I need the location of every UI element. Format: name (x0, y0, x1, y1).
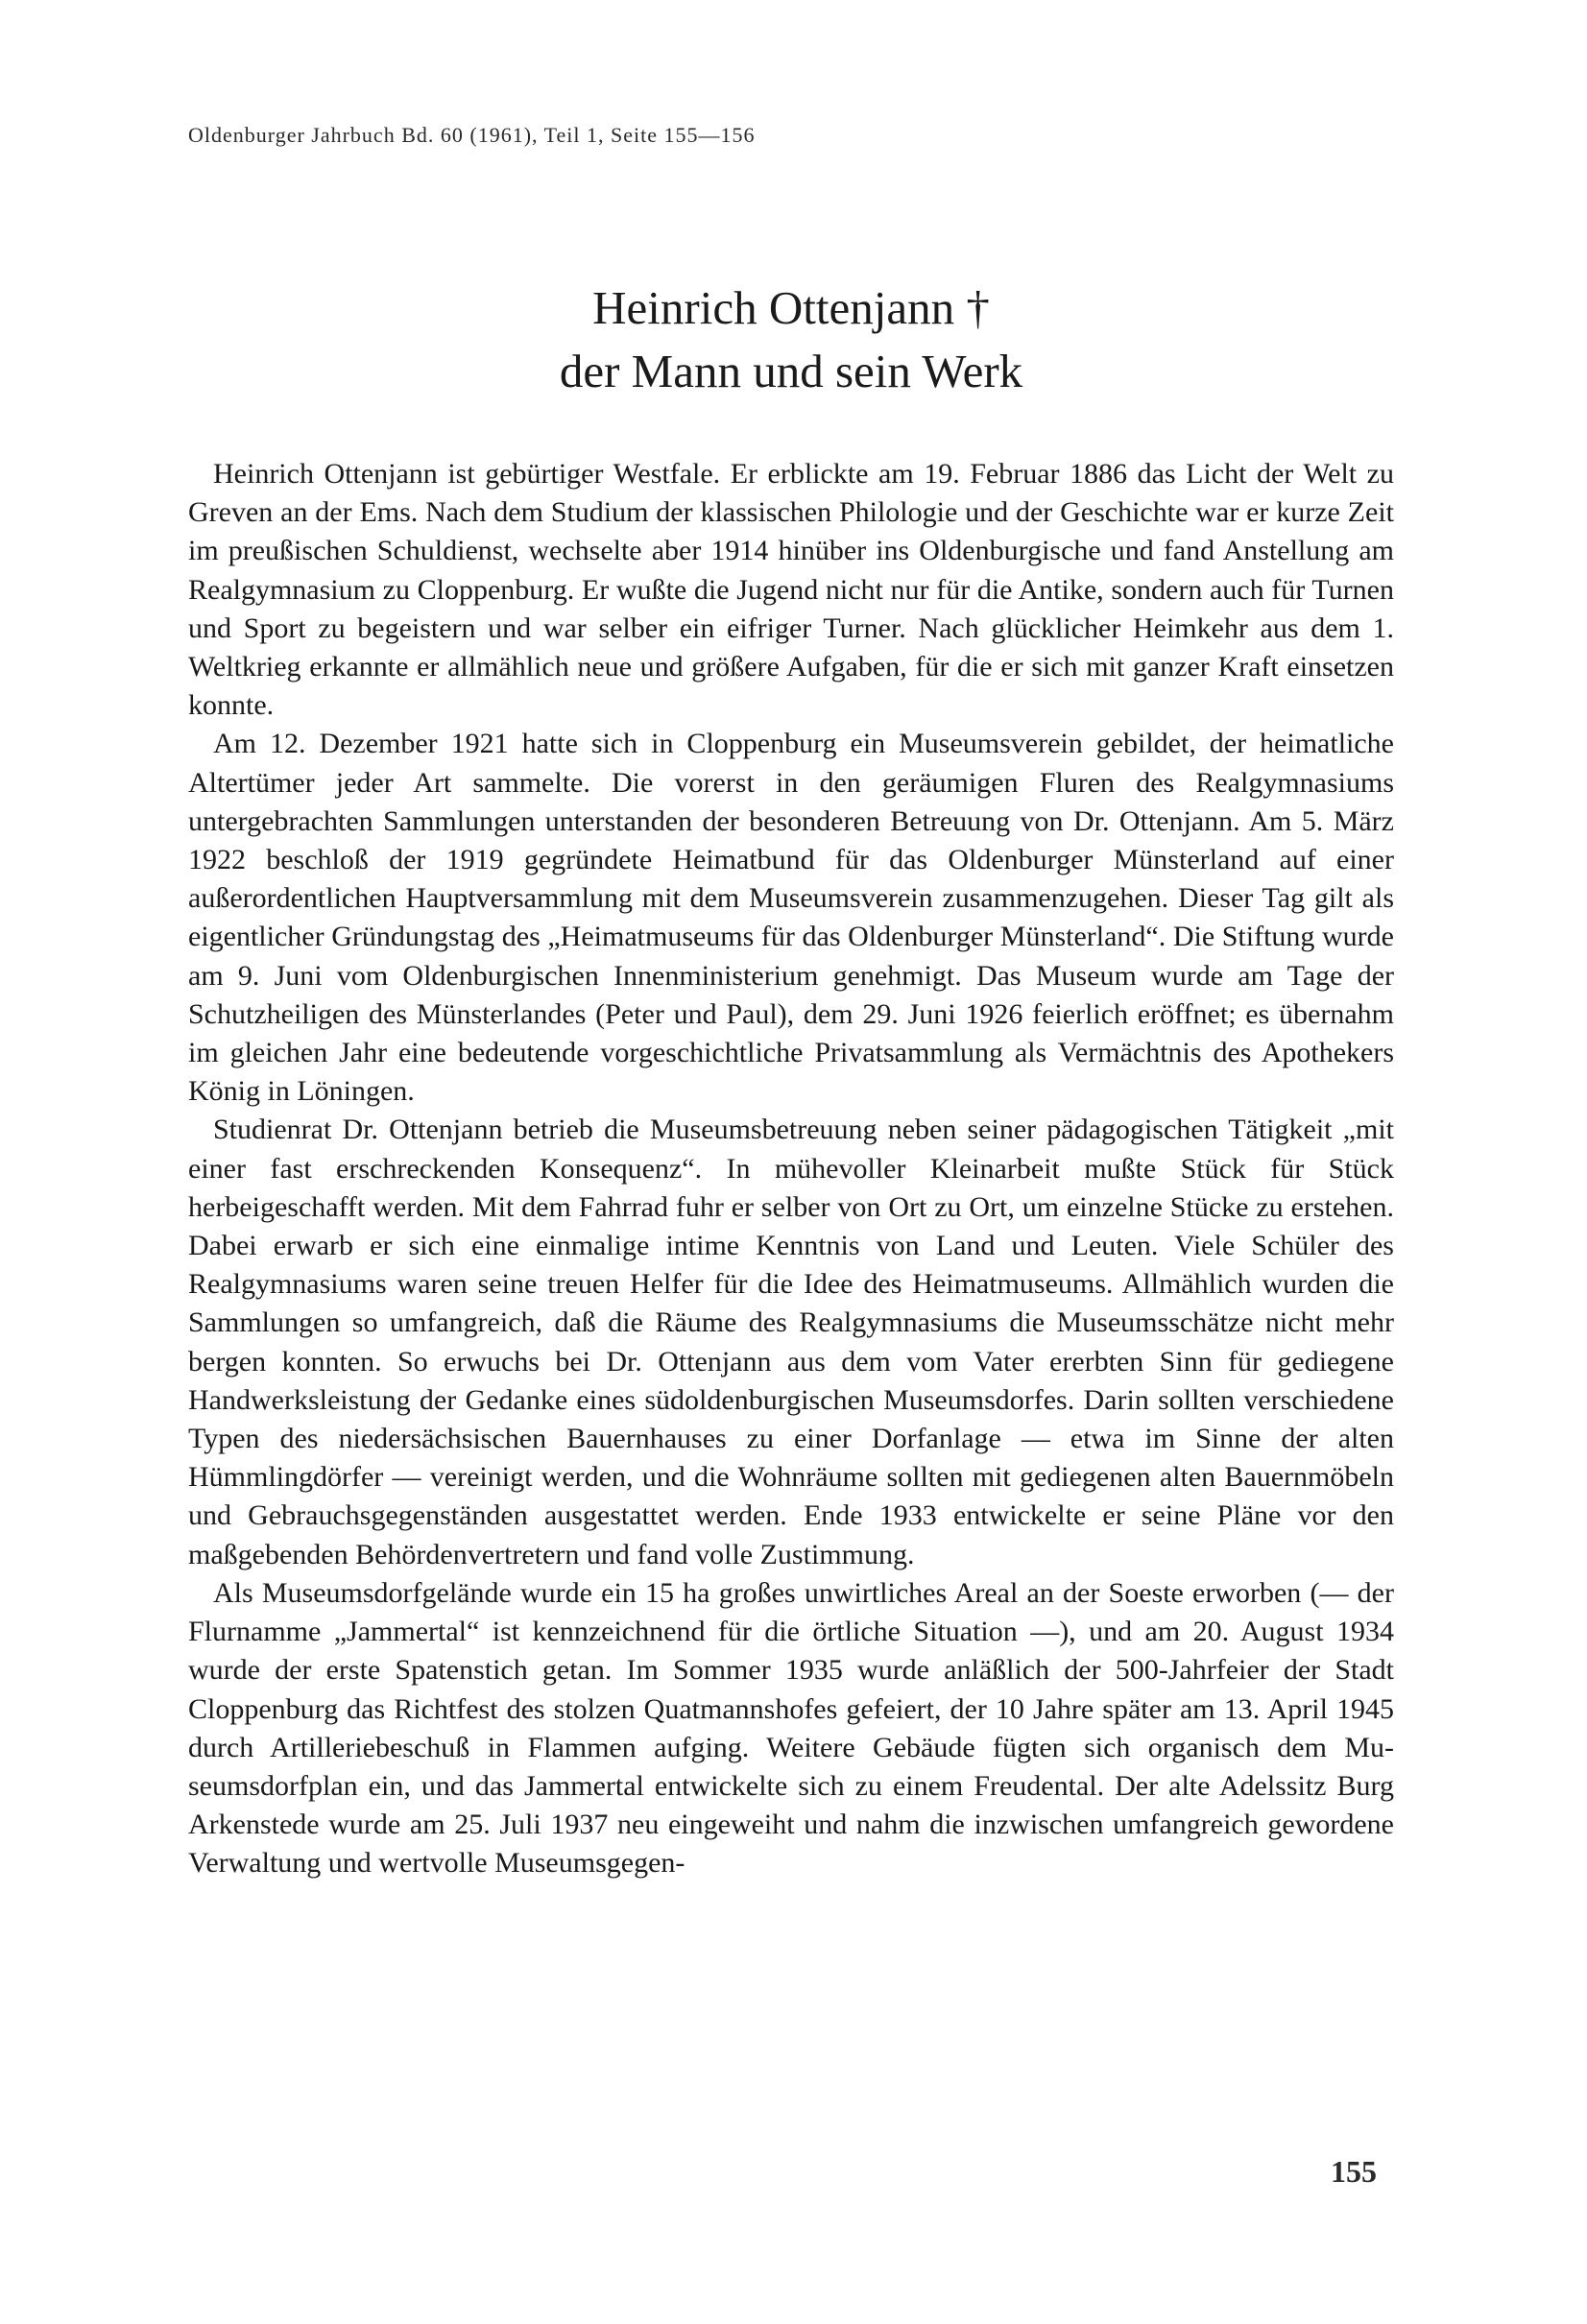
article-title (188, 276, 1394, 403)
paragraph-1: Heinrich Ottenjann ist gebürtiger Westfale. Er erblickte am 19. Februar 1886 das Licht der Welt zu Greven an der Ems. Nach dem Studium der klassischen Philologie und der Geschichte war er kurze Zeit im preußischen Schuldienst, wechselte aber 1914 hinüber ins Oldenburgische und fand Anstellung am Realgymnasium zu Cloppenburg. Er wußte die Jugend nicht nur für die Antike, sondern auch für Turnen und Sport zu begeistern und war selber ein eifriger Turner. Nach glücklicher Heimkehr aus dem 1. Weltkrieg erkannte er allmählich neue und größere Aufgaben, für die er sich mit ganzer Kraft einsetzen konnte. (188, 458, 1394, 722)
title-line-1: Heinrich Ottenjann † (592, 281, 990, 334)
paragraph-3: Studienrat Dr. Ottenjann betrieb die Museumsbetreuung neben seiner pädagogischen Tätigkeit „mit einer fast erschreckenden Konsequenz“. In mühevoller Kleinarbeit mußte Stück für Stück herbeigeschafft werden. Mit dem Fahrrad fuhr er selber von Ort zu Ort, um einzelne Stücke zu erstehen. Dabei erwarb er sich eine einmalige intime Kenntnis von Land und Leuten. Viele Schüler des Realgymnasiums waren seine treuen Helfer für die Idee des Heimatmuseums. Allmählich wurden die Sammlungen so umfangreich, daß die Räume des Realgymnasiums die Museumsschätze nicht mehr bergen konnten. So erwuchs bei Dr. Ottenjann aus dem vom Vater ererbten Sinn für gediegene Handwerksleistung der Gedanke eines südoldenburgischen Museumsdorfes. Darin sollten verschiedene Typen des niedersächsischen Bauernhauses zu einer Dorfanlage — etwa im Sinne der alten Hümmlingdörfer — vereinigt werden, und die Wohnräume sollten mit gediegenen alten Bauernmöbeln und Gebrauchsgegenständen ausgestattet werden. Ende 1933 entwickelte er seine Pläne vor den maßgebenden Behördenvertretern und fand volle Zustimmung. (188, 1114, 1394, 1570)
page-number: 155 (1331, 2154, 1377, 2189)
running-header: Oldenburger Jahrbuch Bd. 60 (1961), Teil 1, Seite 155—156 (188, 123, 756, 147)
paragraph-2: Am 12. Dezember 1921 hatte sich in Cloppenburg ein Museumsverein gebildet, der heimatliche Altertümer jeder Art sammelte. Die vorerst in den geräumigen Fluren des Realgymnasiums untergebrachten Sammlungen unterstanden der besonderen Betreuung von Dr. Ottenjann. Am 5. März 1922 beschloß der 1919 gegründete Heimatbund für das Oldenburger Münsterland auf einer außerordentlichen Hauptversammlung mit dem Museumsverein zusammenzugehen. Dieser Tag gilt als eigentlicher Gründungstag des „Heimatmuseums für das Oldenburger Münsterland“. Die Stiftung wurde am 9. Juni vom Oldenburgischen Innenministerium genehmigt. Das Museum wurde am Tage der Schutzheiligen des Münsterlandes (Peter und Paul), dem 29. Juni 1926 feierlich eröffnet; es übernahm im gleichen Jahr eine bedeutende vorgeschichtliche Privatsammlung als Vermächtnis des Apothekers König in Löningen. (188, 728, 1394, 1108)
article-body (188, 455, 1394, 1883)
paragraph-4: Als Museumsdorfgelände wurde ein 15 ha großes unwirtliches Areal an der Soeste erworben (— der Flurnamme „Jammertal“ ist kennzeichnend für die örtliche Situation —), und am 20. August 1934 wurde der erste Spatenstich getan. Im Sommer 1935 wurde anläßlich der 500-Jahrfeier der Stadt Cloppenburg das Richtfest des stolzen Quatmannshofes gefeiert, der 10 Jahre später am 13. April 1945 durch Artilleriebeschuß in Flammen aufging. Weitere Gebäude fügten sich organisch dem Museumsdorfplan ein, und das Jammertal entwickelte sich zu einem Freudental. Der alte Adelssitz Burg Arkenstede wurde am 25. Juli 1937 neu eingeweiht und nahm die inzwischen umfangreich gewordene Verwaltung und wertvolle Museumsgegen- (188, 1576, 1394, 1880)
title-line-2: der Mann und sein Werk (559, 345, 1023, 397)
